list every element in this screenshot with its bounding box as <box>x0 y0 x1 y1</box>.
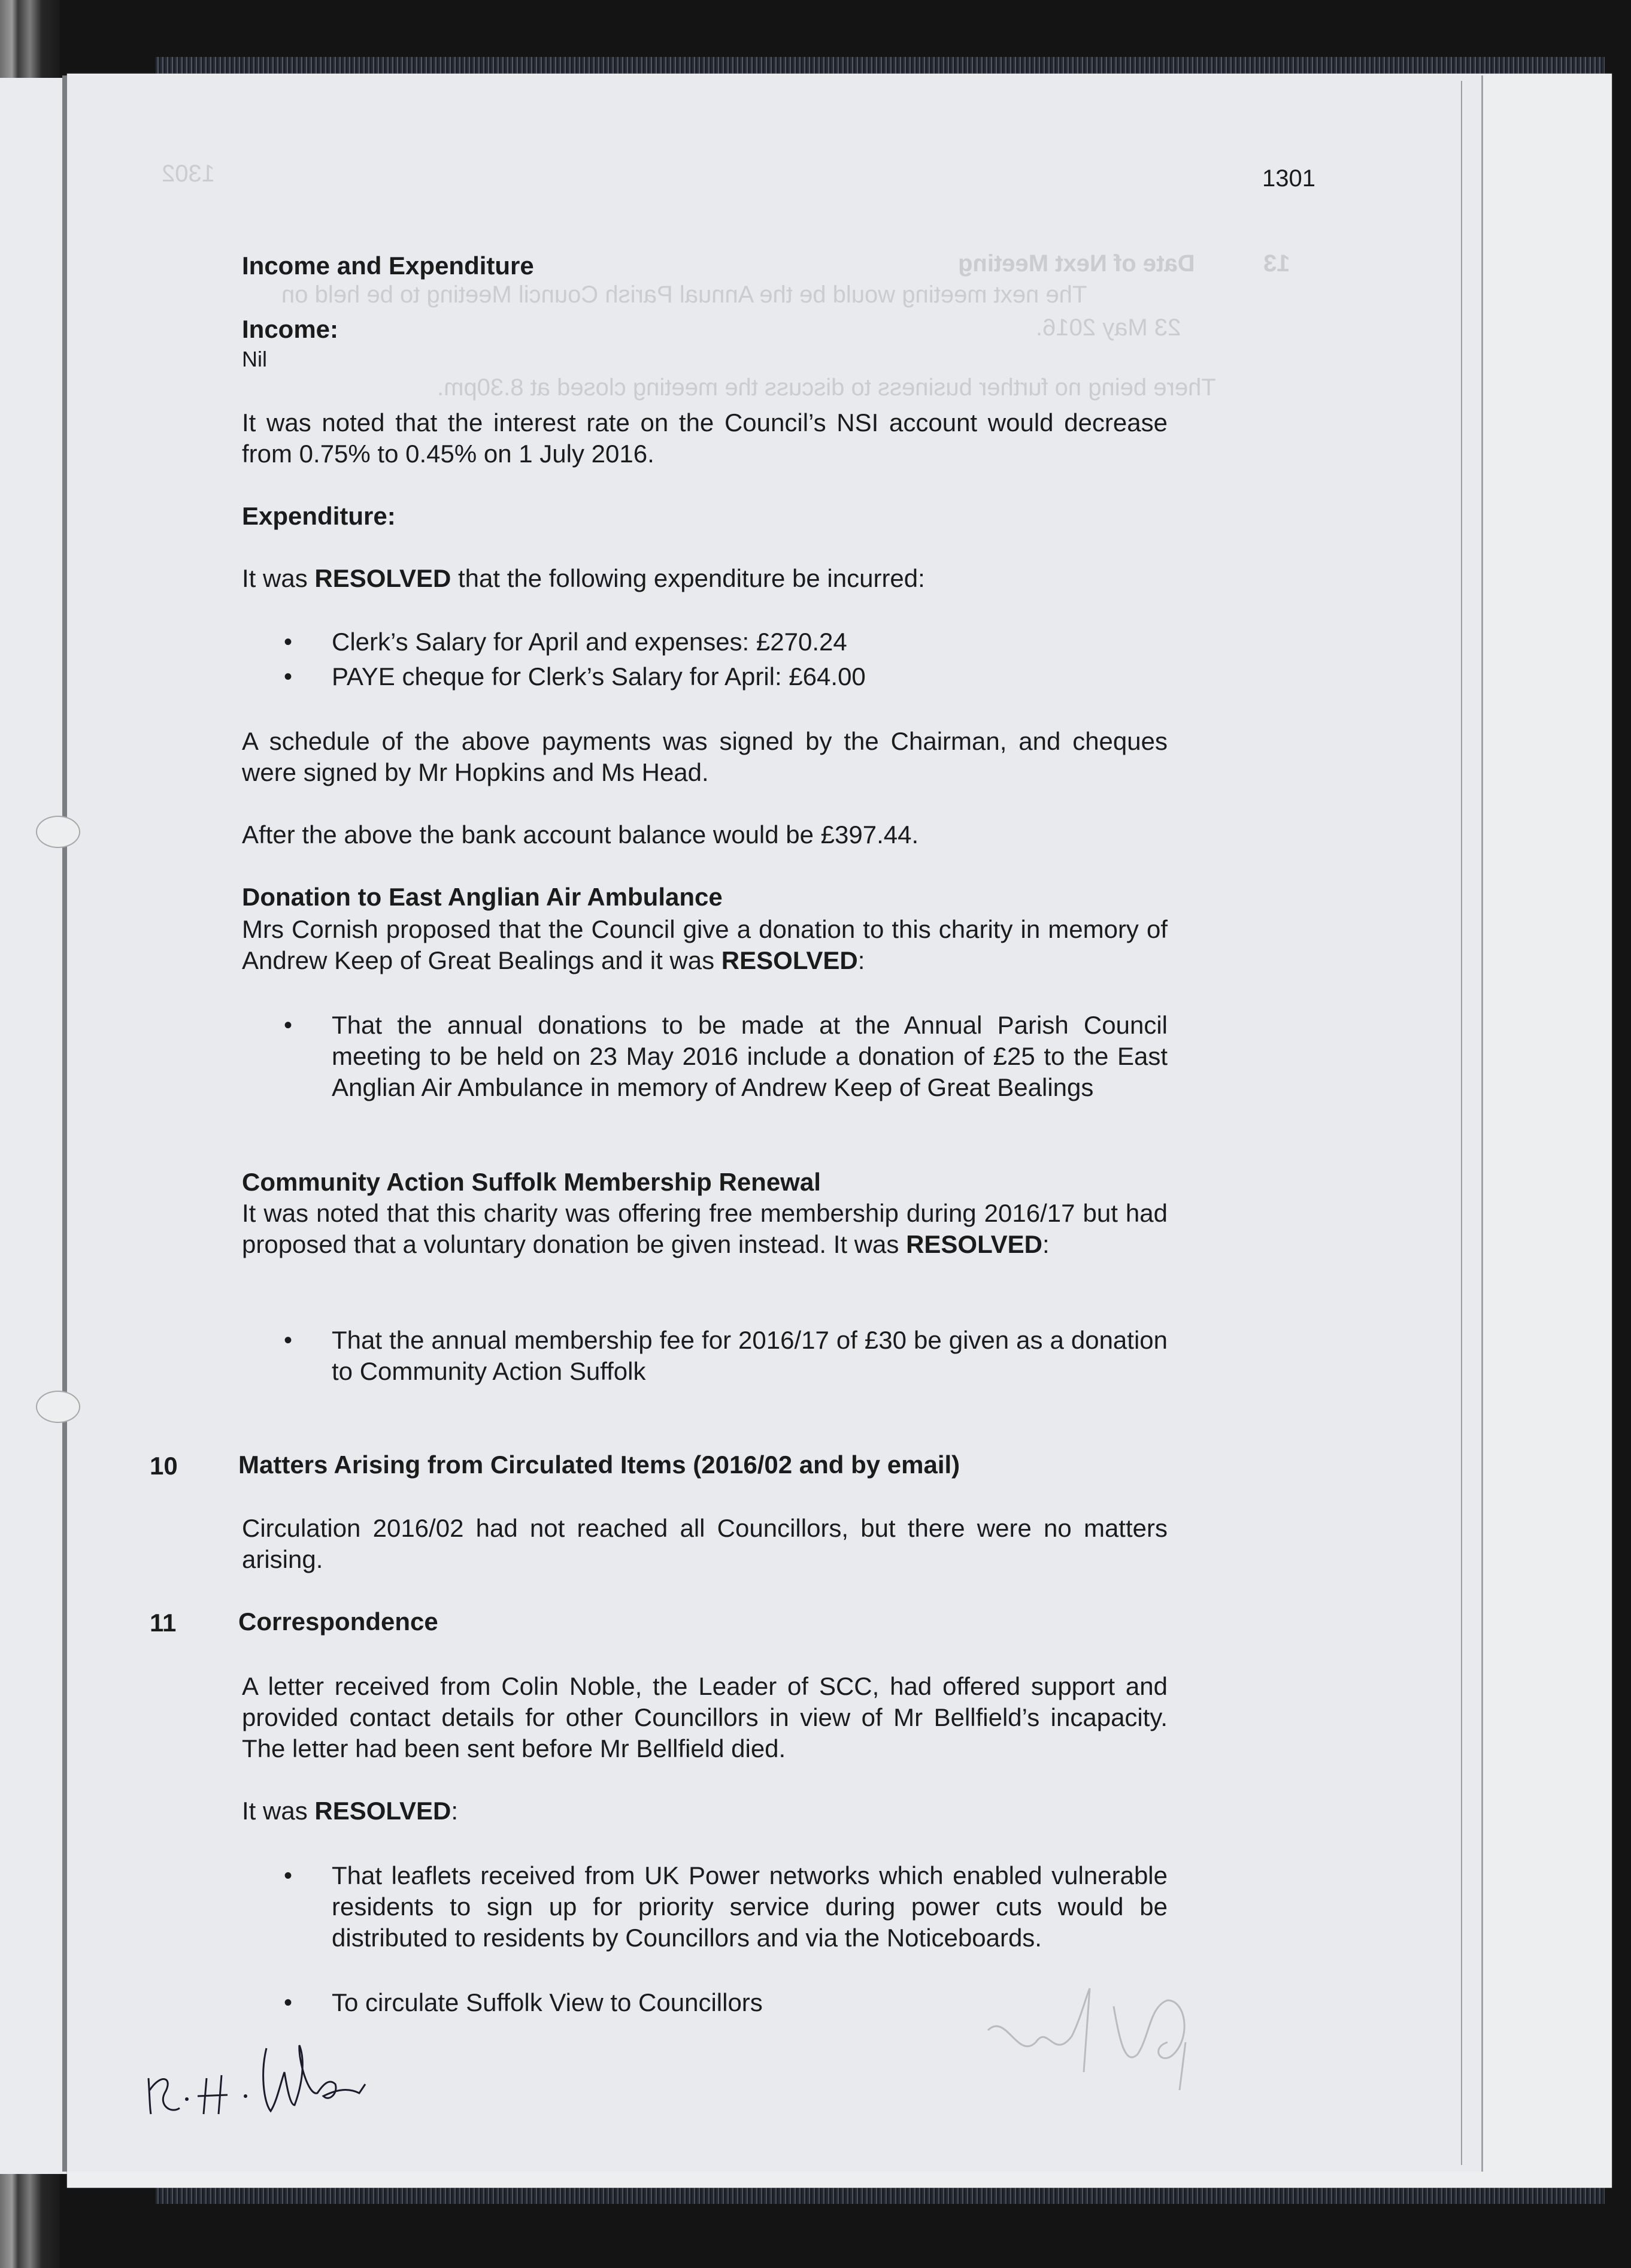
spine-shadow <box>62 75 67 2172</box>
list-item <box>284 1010 1168 1103</box>
expenditure-item: PAYE cheque for Clerk’s Salary for April: £64.00 <box>332 662 866 691</box>
bullet-icon: • <box>284 1863 293 1889</box>
item11-resolution-item: To circulate Suffolk View to Councillors <box>332 1988 763 2016</box>
interest-note: It was noted that the interest rate on the Council’s NSI account would decrease from 0.75% to 0.45% on 1 July 2016. <box>242 408 1168 468</box>
item-title: Matters Arising from Circulated Items (2016/02 and by email) <box>238 1451 960 1479</box>
punch-hole-icon <box>36 1391 80 1423</box>
punch-hole-icon <box>36 816 80 848</box>
item-title: Correspondence <box>238 1607 438 1636</box>
item11-resolution-item: That leaflets received from UK Power networks which enabled vulnerable residents to sign up for priority service during power cuts would be distributed to residents by Councillors and via the Noticeboards. <box>332 1861 1168 1952</box>
ghost-page-number: 1302 <box>162 161 215 187</box>
section-heading: Income and Expenditure <box>242 252 534 280</box>
expenditure-label: Expenditure: <box>242 502 396 530</box>
community-action-heading: Community Action Suffolk Membership Renewal <box>242 1168 821 1196</box>
resolved-word: RESOLVED <box>721 946 858 974</box>
donation-text-body: Mrs Cornish proposed that the Council give a donation to this charity in memory of Andrew Keep of Great Bealings and it was <box>242 915 1168 974</box>
previous-page-edge <box>0 78 67 2174</box>
bullet-icon: • <box>284 1990 293 2016</box>
donation-resolution: That the annual donations to be made at the Annual Parish Council meeting to be held on 23 May 2016 include a donation of £25 to the East Anglian Air Ambulance in memory of Andrew Keep of Great Bealings <box>332 1011 1168 1101</box>
item11-text: A letter received from Colin Noble, the Leader of SCC, had offered support and provided contact details for other Councillors in view of Mr Bellfield’s incapacity. The letter had been sent before Mr Bellfield died. <box>242 1672 1168 1763</box>
resolved-word: RESOLVED <box>314 1797 451 1825</box>
list-item <box>284 1860 1168 1954</box>
ghost-line: The next meeting would be the Annual Parish Council Meeting to be held on <box>281 281 1087 308</box>
expenditure-item: Clerk’s Salary for April and expenses: £270.24 <box>332 628 847 656</box>
ghost-signature-icon <box>970 1970 1305 2090</box>
list-item <box>284 626 1168 658</box>
bullet-icon: • <box>284 1012 293 1038</box>
item11-resolution <box>242 1795 1168 1827</box>
page-edge-line <box>1461 81 1462 2165</box>
bullet-icon: • <box>284 629 293 655</box>
income-label: Income: <box>242 315 339 343</box>
ghost-line: 23 May 2016. <box>1036 314 1181 341</box>
resolved-word: RESOLVED <box>906 1230 1043 1258</box>
donation-text <box>242 914 1168 976</box>
ghost-heading: Date of Next Meeting <box>958 250 1195 277</box>
expenditure-resolution <box>242 563 1168 594</box>
item-number: 10 <box>150 1452 178 1480</box>
resolved-prefix: It was <box>242 1797 308 1825</box>
signature-icon <box>138 2036 473 2132</box>
resolved-suffix: : <box>1042 1230 1050 1258</box>
bullet-icon: • <box>284 1327 293 1353</box>
resolved-suffix: : <box>451 1797 458 1825</box>
page-number: 1301 <box>1262 165 1315 192</box>
balance-note: After the above the bank account balance would be £397.44. <box>242 820 919 849</box>
community-action-text <box>242 1198 1168 1260</box>
resolved-suffix: that the following expenditure be incurred: <box>457 564 925 592</box>
item-number: 11 <box>150 1609 177 1637</box>
ghost-line: There being no further business to discuss the meeting closed at 8.30pm. <box>437 374 1216 401</box>
bullet-icon: • <box>284 664 293 690</box>
schedule-note: A schedule of the above payments was signed by the Chairman, and cheques were signed by Mr Hopkins and Ms Head. <box>242 727 1168 786</box>
donation-heading: Donation to East Anglian Air Ambulance <box>242 883 723 911</box>
income-value: Nil <box>242 347 267 371</box>
list-item <box>284 1325 1168 1387</box>
list-item <box>284 661 1168 692</box>
resolved-suffix: : <box>857 946 865 974</box>
ghost-heading-num: 13 <box>1263 250 1290 277</box>
resolved-word: RESOLVED <box>314 564 451 592</box>
community-action-resolution: That the annual membership fee for 2016/17 of £30 be given as a donation to Community Action Suffolk <box>332 1326 1168 1385</box>
community-action-text-body: It was noted that this charity was offering free membership during 2016/17 but had proposed that a voluntary donation be given instead. It was <box>242 1199 1168 1258</box>
item10-text: Circulation 2016/02 had not reached all Councillors, but there were no matters arising. <box>242 1514 1168 1573</box>
resolved-prefix: It was <box>242 564 308 592</box>
